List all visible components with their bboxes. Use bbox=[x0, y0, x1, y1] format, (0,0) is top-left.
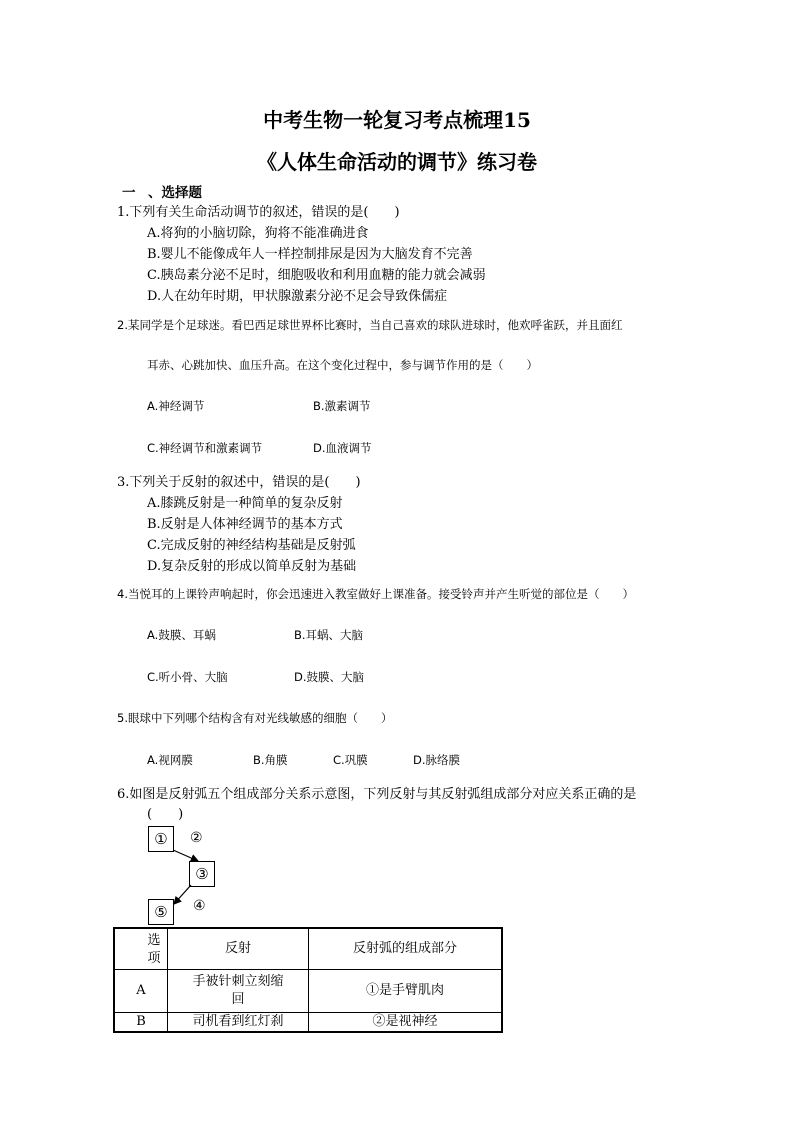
table-cell-reflex: 手被针刺立刻缩回 bbox=[168, 970, 309, 1013]
table-row bbox=[114, 1013, 502, 1033]
q5-option-d: D.脉络膜 bbox=[413, 753, 461, 767]
q5-option-a: A.视网膜 bbox=[147, 753, 193, 767]
q5-option-c: C.巩膜 bbox=[333, 753, 368, 767]
q1-option-c: C.胰岛素分泌不足时，细胞吸收和利用血糖的能力就会减弱 bbox=[147, 268, 486, 283]
table-header-option: 选项 bbox=[114, 928, 168, 970]
q3-option-d: D.复杂反射的形成以简单反射为基础 bbox=[147, 559, 357, 574]
q4-option-c: C.听小骨、大脑 bbox=[147, 670, 228, 684]
page-subtitle: 《人体生命活动的调节》练习卷 bbox=[257, 150, 537, 174]
section-label: 、选择题 bbox=[148, 185, 202, 201]
q1-stem: 1.下列有关生命活动调节的叙述，错误的是( ) bbox=[117, 205, 400, 220]
page-title: 中考生物一轮复习考点梳理15 bbox=[263, 108, 531, 132]
q5-stem: 5.眼球中下列哪个结构含有对光线敏感的细胞（ ） bbox=[117, 711, 393, 725]
q2-option-a: A.神经调节 bbox=[147, 399, 205, 413]
q3-option-c: C.完成反射的神经结构基础是反射弧 bbox=[147, 538, 356, 553]
q5-option-b: B.角膜 bbox=[253, 753, 288, 767]
q3-option-a: A.膝跳反射是一种简单的复杂反射 bbox=[147, 496, 343, 511]
q1-option-d: D.人在幼年时期，甲状腺激素分泌不足会导致侏儒症 bbox=[147, 289, 448, 304]
section-number: 一 bbox=[122, 185, 136, 201]
q4-stem: 4.当悦耳的上课铃声响起时，你会迅速进入教室做好上课准备。接受铃声并产生听觉的部位是（ ） bbox=[117, 587, 634, 601]
table-cell-option: B bbox=[114, 1013, 168, 1033]
diagram-label-2: ② bbox=[190, 830, 203, 846]
q4-option-a: A.鼓膜、耳蜗 bbox=[147, 628, 216, 642]
q2-option-b: B.激素调节 bbox=[313, 399, 371, 413]
q2-option-c: C.神经调节和激素调节 bbox=[147, 441, 263, 455]
q1-option-a: A.将狗的小脑切除，狗将不能准确进食 bbox=[147, 226, 369, 241]
arrow-3-to-5 bbox=[174, 885, 191, 904]
table-cell-reflex: 司机看到红灯刹 bbox=[168, 1013, 309, 1033]
table-cell-arc: ①是手臂肌肉 bbox=[309, 970, 503, 1013]
table-header-arc: 反射弧的组成部分 bbox=[309, 928, 503, 970]
q2-stem-line2: 耳赤、心跳加快、血压升高。在这个变化过程中，参与调节作用的是（ ） bbox=[147, 358, 538, 372]
table-cell-option: A bbox=[114, 970, 168, 1013]
q1-option-b: B.婴儿不能像成年人一样控制排尿是因为大脑发育不完善 bbox=[147, 247, 473, 262]
q2-stem-line1: 2.某同学是个足球迷。看巴西足球世界杯比赛时，当自己喜欢的球队进球时，他欢呼雀跃，并且面红 bbox=[117, 318, 623, 332]
table-header-reflex: 反射 bbox=[168, 928, 309, 970]
q6-stem-line1: 6.如图是反射弧五个组成部分关系示意图，下列反射与其反射弧组成部分对应关系正确的是 bbox=[117, 787, 637, 802]
q4-option-d: D.鼓膜、大脑 bbox=[294, 670, 365, 684]
diagram-label-4: ④ bbox=[193, 898, 206, 914]
q6-table bbox=[113, 927, 503, 1033]
table-cell-arc: ②是视神经 bbox=[309, 1013, 503, 1033]
q3-stem: 3.下列关于反射的叙述中，错误的是( ) bbox=[117, 475, 361, 490]
q3-option-b: B.反射是人体神经调节的基本方式 bbox=[147, 517, 343, 532]
diagram-node-5: ⑤ bbox=[148, 899, 174, 925]
q6-stem-line2: ( ) bbox=[147, 807, 184, 822]
table-row bbox=[114, 970, 502, 1013]
table-header-row bbox=[114, 928, 502, 970]
diagram-node-1: ① bbox=[148, 826, 174, 852]
diagram-node-3: ③ bbox=[189, 861, 215, 887]
arrow-1-to-3 bbox=[173, 850, 198, 861]
q4-option-b: B.耳蜗、大脑 bbox=[294, 628, 364, 642]
q2-option-d: D.血液调节 bbox=[313, 441, 372, 455]
